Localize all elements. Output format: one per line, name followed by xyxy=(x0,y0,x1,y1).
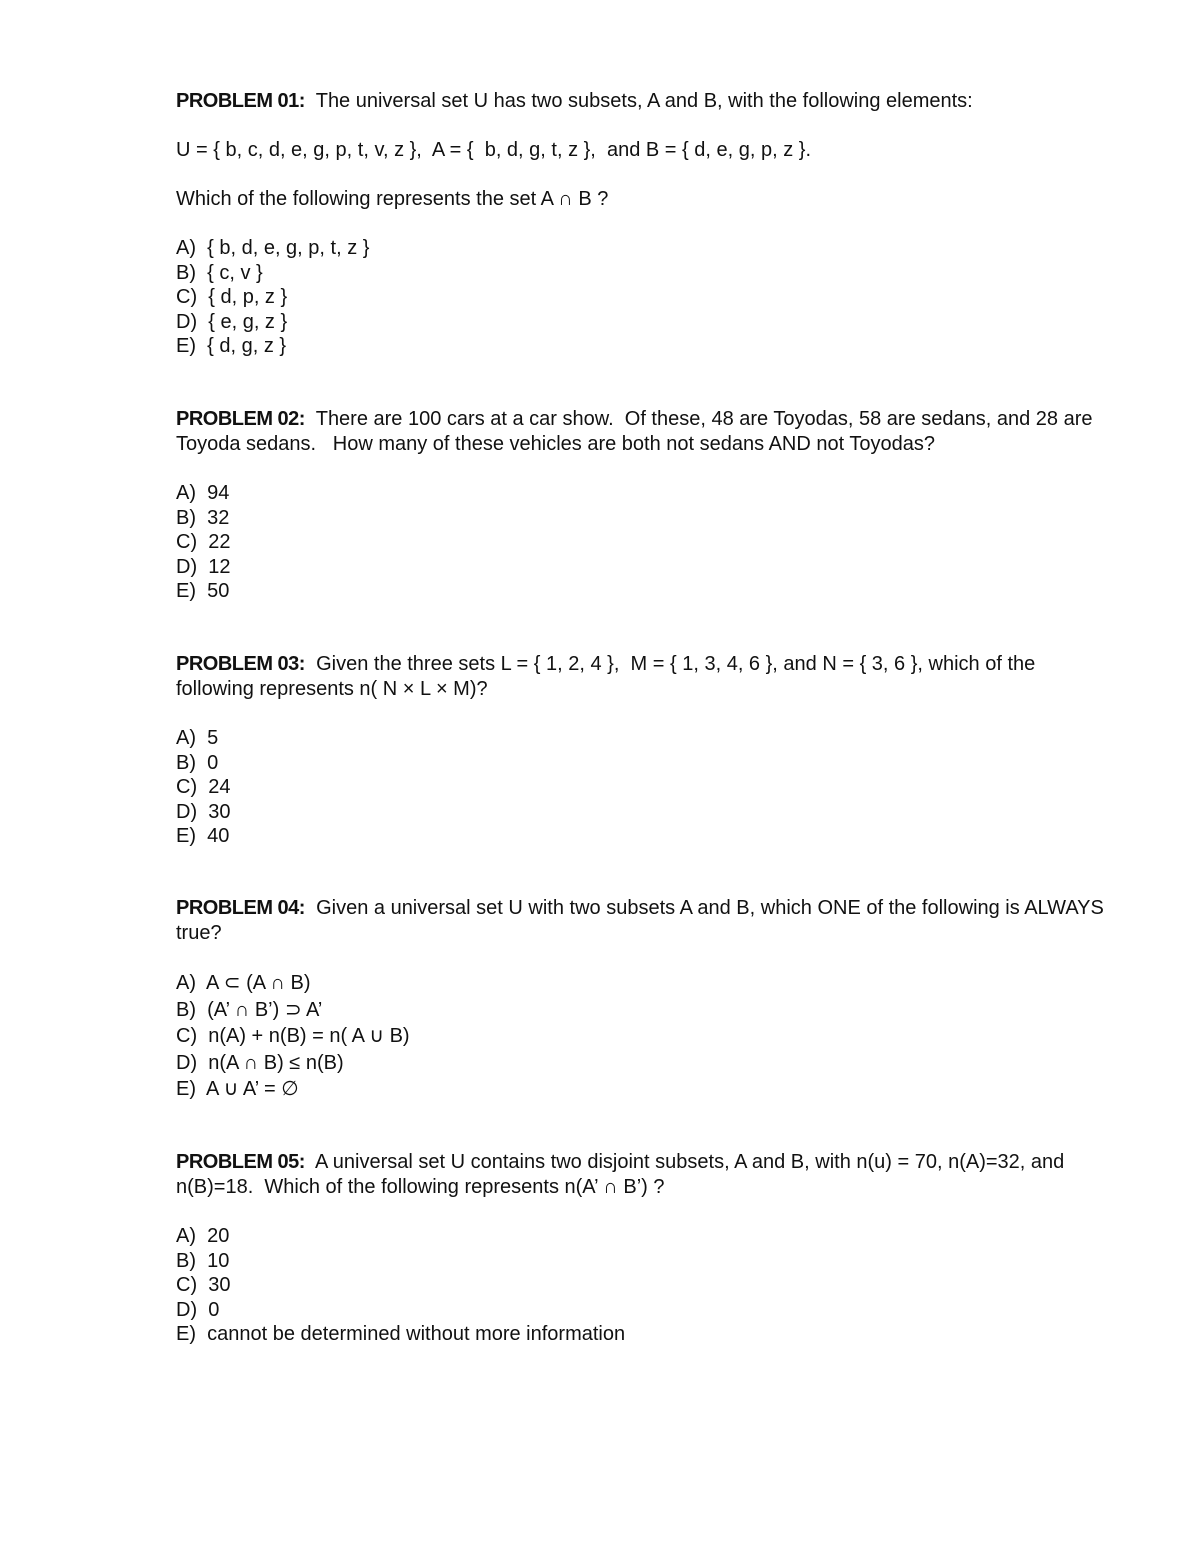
option: E) 50 xyxy=(176,580,230,602)
option: C) 22 xyxy=(176,531,231,553)
problem-01-prompt xyxy=(176,89,1116,114)
option: E) cannot be determined without more information xyxy=(176,1323,626,1345)
problem-04-options xyxy=(176,970,1116,1103)
problem-02 xyxy=(176,407,1116,604)
problem-label: PROBLEM 04: xyxy=(176,897,305,919)
option: A) { b, d, e, g, p, t, z } xyxy=(176,237,370,259)
option: E) { d, g, z } xyxy=(176,335,287,357)
option: B) 10 xyxy=(176,1249,230,1272)
problem-01-question: Which of the following represents the set A ∩ B ? xyxy=(176,188,609,210)
problem-05-options xyxy=(176,1224,1116,1347)
option: A) A ⊂ (A ∩ B) xyxy=(176,972,311,994)
option: D) 0 xyxy=(176,1298,220,1321)
problem-04 xyxy=(176,896,1116,1103)
problem-label: PROBLEM 01: xyxy=(176,90,305,112)
problem-text: A universal set U contains two disjoint subsets, A and B, with n(u) = 70, n(A)=32, and n(B)=18. Which of the following represents n(A’ ∩ B’) ? xyxy=(176,1151,1070,1198)
option: A) 5 xyxy=(176,727,219,749)
option: C) 24 xyxy=(176,776,231,798)
problem-text: There are 100 cars at a car show. Of these, 48 are Toyodas, 58 are sedans, and 28 are Toyoda sedans. How many of these vehicles are both not sedans AND not Toyodas? xyxy=(176,408,1098,455)
option: D) n(A ∩ B) ≤ n(B) xyxy=(176,1051,344,1074)
problem-03-options xyxy=(176,726,1116,849)
option: B) (A’ ∩ B’) ⊃ A’ xyxy=(176,998,323,1021)
problem-text: The universal set U has two subsets, A and B, with the following elements: xyxy=(304,90,973,112)
option: E) 40 xyxy=(176,825,230,847)
problem-text: Given the three sets L = { 1, 2, 4 }, M = { 1, 3, 4, 6 }, and N = { 3, 6 }, which of the following represents n( N × L × M)? xyxy=(176,653,1041,700)
option: B) 0 xyxy=(176,751,219,774)
option: D) { e, g, z } xyxy=(176,310,288,333)
option: C) 30 xyxy=(176,1274,231,1296)
problem-label: PROBLEM 05: xyxy=(176,1151,305,1173)
problem-01-sets: U = { b, c, d, e, g, p, t, v, z }, A = { b, d, g, t, z }, and B = { d, e, g, p, z }. xyxy=(176,139,812,161)
option: D) 30 xyxy=(176,800,231,823)
problem-01-options xyxy=(176,236,1116,359)
option: C) { d, p, z } xyxy=(176,286,288,308)
problem-03-prompt xyxy=(176,652,1116,702)
problem-04-prompt xyxy=(176,896,1116,946)
option: B) { c, v } xyxy=(176,261,263,284)
option: D) 12 xyxy=(176,555,231,578)
problem-03 xyxy=(176,652,1116,849)
option: A) 94 xyxy=(176,482,230,504)
problem-label: PROBLEM 03: xyxy=(176,653,305,675)
option: C) n(A) + n(B) = n( A ∪ B) xyxy=(176,1025,410,1047)
option: E) A ∪ A’ = ∅ xyxy=(176,1078,299,1100)
problem-05-prompt xyxy=(176,1150,1116,1200)
option: B) 32 xyxy=(176,506,230,529)
problem-01 xyxy=(176,89,1116,359)
option: A) 20 xyxy=(176,1225,230,1247)
problem-02-options xyxy=(176,481,1116,604)
problem-text: Given a universal set U with two subsets A and B, which ONE of the following is ALWAYS true? xyxy=(176,897,1110,944)
problem-02-prompt xyxy=(176,407,1116,457)
problem-label: PROBLEM 02: xyxy=(176,408,305,430)
problem-05 xyxy=(176,1150,1116,1347)
